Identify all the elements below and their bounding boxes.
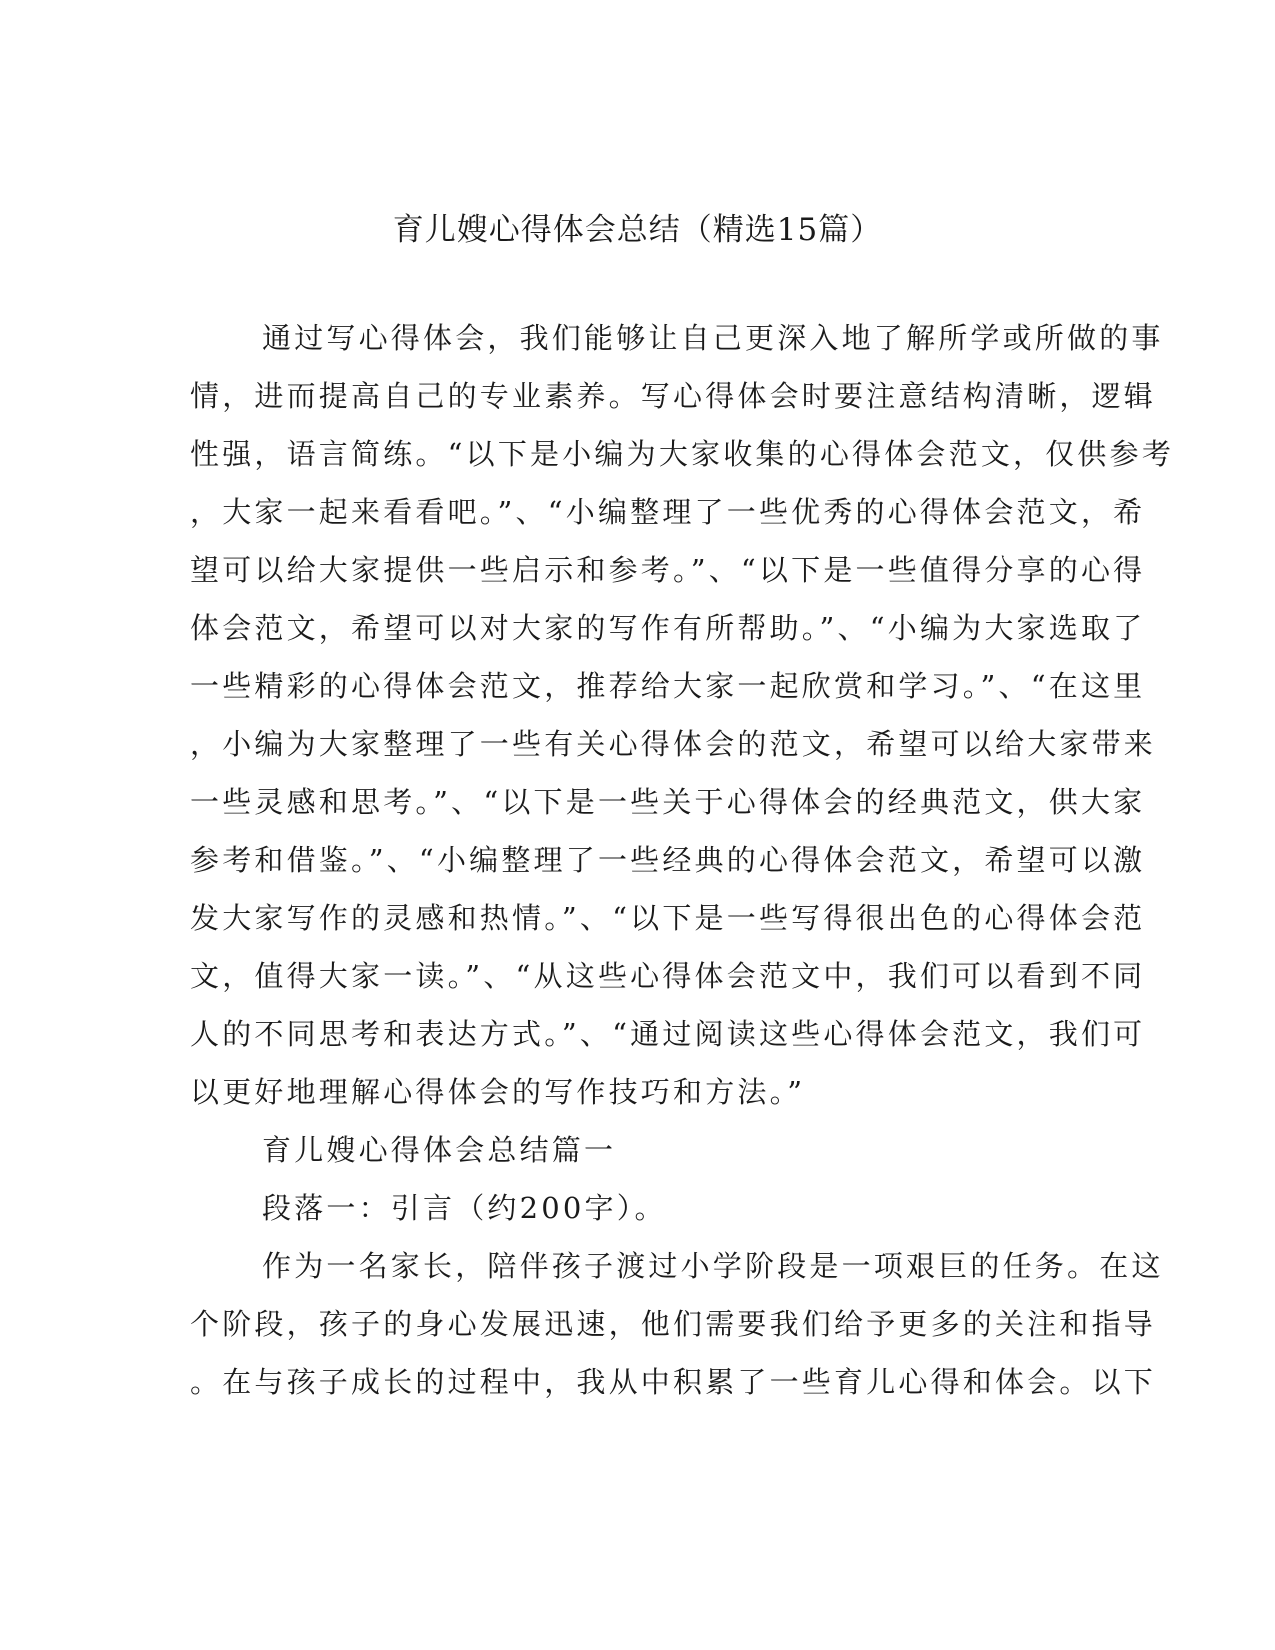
intro-line: 人的不同思考和表达方式。”、“通过阅读这些心得体会范文，我们可 [190,1017,1146,1051]
intro-line: 望可以给大家提供一些启示和参考。”、“以下是一些值得分享的心得 [190,553,1146,587]
intro-line: 一些灵感和思考。”、“以下是一些关于心得体会的经典范文，供大家 [190,785,1146,819]
intro-line: 性强，语言简练。“以下是小编为大家收集的心得体会范文，仅供参考 [190,437,1175,471]
intro-line: 情，进而提高自己的专业素养。写心得体会时要注意结构清晰，逻辑 [190,379,1157,413]
intro-line: 通过写心得体会，我们能够让自己更深入地了解所学或所做的事 [262,321,1164,355]
intro-line: 参考和借鉴。”、“小编整理了一些经典的心得体会范文，希望可以激 [190,843,1146,877]
intro-line: 一些精彩的心得体会范文，推荐给大家一起欣赏和学习。”、“在这里 [190,669,1146,703]
document-title: 育儿嫂心得体会总结（精选15篇） [392,212,883,248]
intro-line: 发大家写作的灵感和热情。”、“以下是一些写得很出色的心得体会范 [190,901,1146,935]
paragraph-heading: 段落一：引言（约200字）。 [262,1191,667,1225]
intro-line: 以更好地理解心得体会的写作技巧和方法。” [190,1075,806,1109]
body-line: 作为一名家长，陪伴孩子渡过小学阶段是一项艰巨的任务。在这 [262,1249,1164,1283]
intro-line: ，大家一起来看看吧。”、“小编整理了一些优秀的心得体会范文，希 [190,495,1146,529]
body-line: 。在与孩子成长的过程中，我从中积累了一些育儿心得和体会。以下 [190,1365,1157,1399]
section-heading: 育儿嫂心得体会总结篇一 [262,1133,617,1167]
body-line: 个阶段，孩子的身心发展迅速，他们需要我们给予更多的关注和指导 [190,1307,1157,1341]
intro-line: ，小编为大家整理了一些有关心得体会的范文，希望可以给大家带来 [190,727,1157,761]
intro-line: 文，值得大家一读。”、“从这些心得体会范文中，我们可以看到不同 [190,959,1146,993]
intro-line: 体会范文，希望可以对大家的写作有所帮助。”、“小编为大家选取了 [190,611,1146,645]
